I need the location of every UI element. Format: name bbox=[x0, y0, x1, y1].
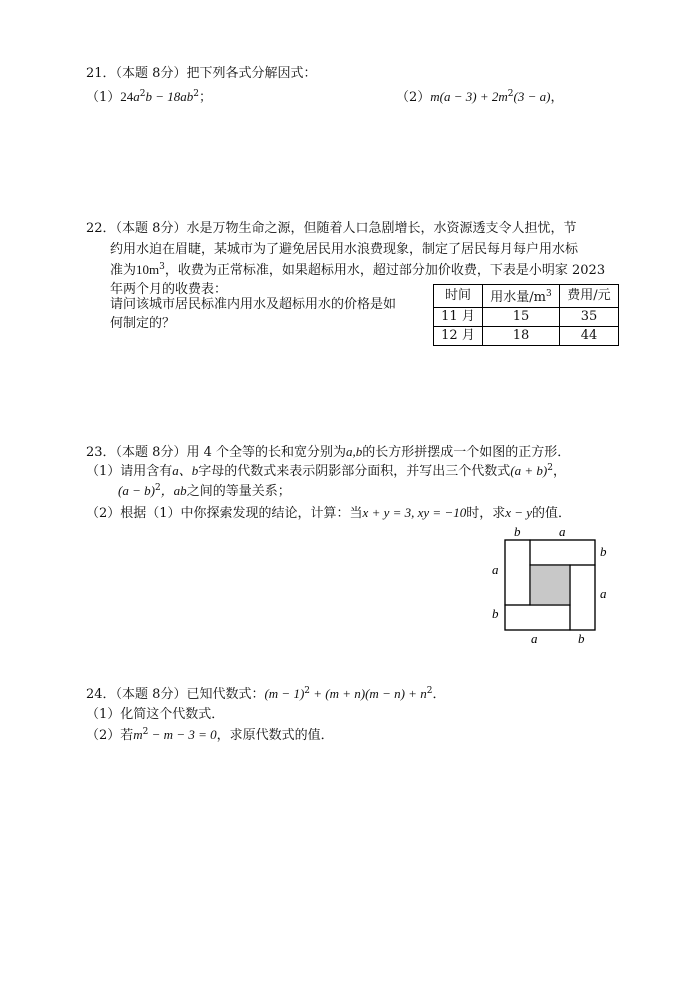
label-top-b: b bbox=[514, 524, 521, 539]
q23-part1 bbox=[86, 463, 566, 480]
q22-line1: 22．（本题 8分）水是万物生命之源，但随着人口急剧增长，水资源透支令人担忧，节 bbox=[86, 221, 577, 236]
q23-p1-vars: a、b bbox=[172, 463, 199, 478]
q23-p2-b: 时，求 bbox=[466, 506, 506, 521]
q23-p1-expr3: ，ab bbox=[160, 483, 187, 498]
q21-title: 21．（本题 8分）把下列各式分解因式： bbox=[86, 66, 317, 81]
q23-p1-expr1: (a + b) bbox=[510, 463, 548, 478]
q24-line1-sup2: 2 bbox=[426, 686, 433, 696]
q21-part1-sup2: 2 bbox=[193, 89, 200, 99]
q22-line3-b: ，收费为正常标准，如果超标用水，超过部分加价收费，下表是小明家 2023 bbox=[164, 263, 606, 278]
q22-line3-unit: 10m bbox=[136, 262, 160, 277]
q23-p2-c: 的值． bbox=[532, 506, 572, 521]
label-right-a: a bbox=[600, 586, 607, 601]
label-bottom-b: b bbox=[578, 631, 585, 646]
q23-p1-tail2: 之间的等量关系； bbox=[186, 484, 291, 499]
table-cell: 35 bbox=[560, 308, 619, 327]
q22-line3-a: 准为 bbox=[110, 263, 137, 278]
q23-p1-expr2: (a − b) bbox=[118, 483, 155, 498]
label-left-b: b bbox=[492, 606, 499, 621]
table-header-cell: 费用/元 bbox=[560, 285, 619, 308]
q21-part1-var-a: a bbox=[133, 89, 140, 104]
fee-table bbox=[433, 284, 619, 346]
label-top-a: a bbox=[559, 524, 566, 539]
q23-p2-expr2: x − y bbox=[505, 505, 533, 520]
table-cell: 12 月 bbox=[434, 327, 483, 346]
q21-part2-label: （2） bbox=[396, 90, 431, 105]
q22-line3 bbox=[110, 262, 605, 279]
q22-line2: 约用水迫在眉睫，某城市为了避免居民用水浪费现象，制定了居民每月每户用水标 bbox=[110, 242, 579, 257]
q21-part2-m: m bbox=[430, 89, 440, 104]
q21-part2 bbox=[396, 89, 563, 106]
rect-left bbox=[505, 540, 530, 605]
q21-part1-label: （1） bbox=[86, 90, 121, 105]
table-row bbox=[434, 308, 619, 327]
q23-p1-b: 字母的代数式来表示阴影部分面积，并写出三个代数式 bbox=[198, 464, 511, 479]
q21-part2-mid: (a − 3) + 2m bbox=[439, 89, 508, 104]
q21-part1-coef: 24 bbox=[120, 89, 134, 104]
table-cell: 18 bbox=[483, 327, 560, 346]
q21-part1-sup1: 2 bbox=[139, 89, 146, 99]
q22-question-2: 何制定的？ bbox=[110, 316, 176, 331]
q23-p1-expr1-sup: 2 bbox=[547, 463, 553, 473]
q21-part1-tail: ； bbox=[199, 90, 213, 105]
q22-line3-sup: 3 bbox=[159, 262, 165, 272]
table-header-sup: 3 bbox=[545, 289, 552, 299]
square-diagram bbox=[480, 522, 620, 647]
label-right-b: b bbox=[600, 544, 607, 559]
table-row bbox=[434, 327, 619, 346]
q23-line1-b: 的长方形拼摆成一个如图的正方形． bbox=[362, 445, 571, 460]
q24-line1-expr2: + (m + n)(m − n) + n bbox=[310, 686, 427, 701]
table-header-row bbox=[434, 285, 619, 308]
q23-p1-expr2-sup: 2 bbox=[154, 483, 161, 493]
q24-p2-expr: m bbox=[133, 727, 143, 742]
q24-p2-expr2: − m − 3 = 0 bbox=[148, 727, 217, 742]
table-cell: 15 bbox=[483, 308, 560, 327]
q24-line1 bbox=[86, 686, 445, 703]
q21-part2-tail: ， bbox=[550, 90, 564, 105]
rect-bottom bbox=[505, 605, 570, 630]
q24-line1-sup1: 2 bbox=[304, 686, 311, 696]
q23-p2-expr: x + y = 3, xy = −10 bbox=[362, 505, 467, 520]
q22-question-1: 请问该城市居民标准内用水及超标用水的价格是如 bbox=[110, 297, 397, 312]
q24-line1-a: 24．（本题 8分）已知代数式： bbox=[86, 687, 265, 702]
table-header-cell: 时间 bbox=[434, 285, 483, 308]
q24-part1: （1）化简这个代数式． bbox=[86, 707, 225, 722]
q22-line4: 年两个月的收费表： bbox=[110, 282, 228, 297]
table-cell: 44 bbox=[560, 327, 619, 346]
label-bottom-a: a bbox=[531, 631, 538, 646]
q23-line1-vars: a,b bbox=[345, 444, 363, 459]
rect-right bbox=[570, 565, 595, 630]
q23-line1-a: 23．（本题 8分）用 4 个全等的长和宽分别为 bbox=[86, 445, 346, 460]
q24-p2-b: ，求原代数式的值． bbox=[216, 728, 334, 743]
q23-p1-tail1: ， bbox=[552, 464, 566, 479]
label-left-a: a bbox=[492, 562, 499, 577]
q21-part2-end: (3 − a) bbox=[513, 89, 551, 104]
q21-part1-rest: b − 18ab bbox=[145, 89, 194, 104]
table-cell: 11 月 bbox=[434, 308, 483, 327]
q24-p2-sup: 2 bbox=[142, 727, 149, 737]
q23-line1 bbox=[86, 444, 570, 461]
rect-top bbox=[530, 540, 595, 565]
q21-part2-sup: 2 bbox=[507, 89, 514, 99]
q24-p2-a: （2）若 bbox=[86, 728, 134, 743]
q24-part2 bbox=[86, 727, 334, 744]
q24-line1-tail: ． bbox=[432, 687, 446, 702]
q23-p2-a: （2）根据（1）中你探索发现的结论，计算：当 bbox=[86, 506, 363, 521]
shaded-square bbox=[530, 565, 570, 605]
q23-p1-a: （1）请用含有 bbox=[86, 464, 173, 479]
q23-part1-line2 bbox=[118, 483, 291, 500]
q21-part1 bbox=[86, 89, 212, 106]
table-header-cell bbox=[483, 285, 560, 308]
q23-part2 bbox=[86, 505, 571, 522]
table-header-usage: 用水量/m bbox=[490, 290, 546, 305]
q24-line1-expr: (m − 1) bbox=[264, 686, 305, 701]
